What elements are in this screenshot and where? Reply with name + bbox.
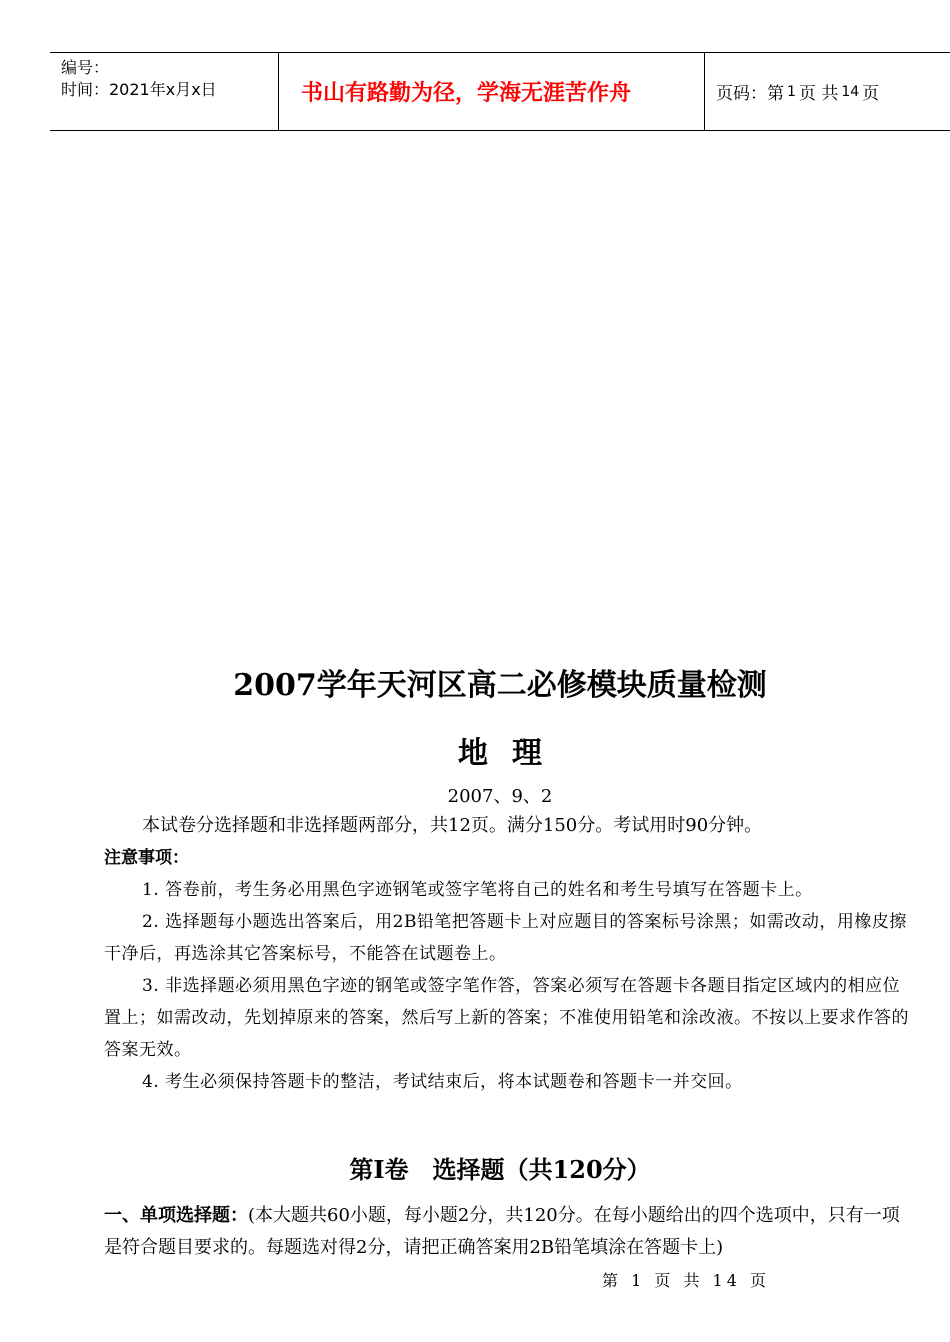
document-title: 2007学年天河区高二必修模块质量检测 (233, 668, 767, 703)
part-instructions (104, 1200, 910, 1264)
part-heading: 一、单项选择题： (104, 1205, 248, 1226)
part-text: (本大题共60小题，每小题2分，共120分。在每小题给出的四个选项中，只有一项是符合题目要求的。每题选对得2分，请把正确答案用2B铅笔填涂在答题卡上) (104, 1205, 900, 1258)
header-page-info (705, 53, 950, 130)
intro-text: 本试卷分选择题和非选择题两部分，共12页。满分150分。考试用时90分钟。 (142, 815, 763, 836)
header-meta (50, 53, 279, 130)
page-suffix: 页 (862, 84, 880, 104)
notice-item: 1. 答卷前，考生务必用黑色字迹钢笔或签字笔将自己的姓名和考生号填写在答题卡上。 (142, 880, 813, 900)
page-prefix: 页码：第 (716, 84, 784, 104)
section-title: 第I卷 选择题（共120分） (349, 1155, 651, 1184)
page-total: 14 (841, 83, 860, 100)
notice-item: 4. 考生必须保持答题卡的整洁，考试结束后，将本试题卷和答题卡一并交回。 (142, 1072, 743, 1092)
number-label: 编号： (61, 58, 110, 77)
notice-item: 3. 非选择题必须用黑色字迹的钢笔或签字笔作答，答案必须写在答题卡各题目指定区域内的相应位置上；如需改动，先划掉原来的答案，然后写上新的答案；不准使用铅笔和涂改液。不按以上要求作答的答案无效。 (104, 976, 909, 1060)
subject-title: 地理 (458, 736, 566, 771)
header-motto: 书山有路勤为径，学海无涯苦作舟 (279, 53, 705, 130)
page-footer: 第 1 页 共 14 页 (602, 1271, 770, 1290)
page-current: 1 (787, 83, 796, 100)
notice-list (104, 874, 910, 1098)
document-header (50, 52, 950, 131)
notice-heading: 注意事项： (104, 848, 189, 868)
exam-date: 2007、9、2 (447, 786, 553, 807)
time-text: 时间：2021年x月x日 (61, 80, 217, 99)
page-mid: 页 共 (798, 84, 839, 104)
notice-item: 2. 选择题每小题选出答案后，用2B铅笔把答题卡上对应题目的答案标号涂黑；如需改动，用橡皮擦干净后，再选涂其它答案标号，不能答在试题卷上。 (104, 912, 907, 964)
